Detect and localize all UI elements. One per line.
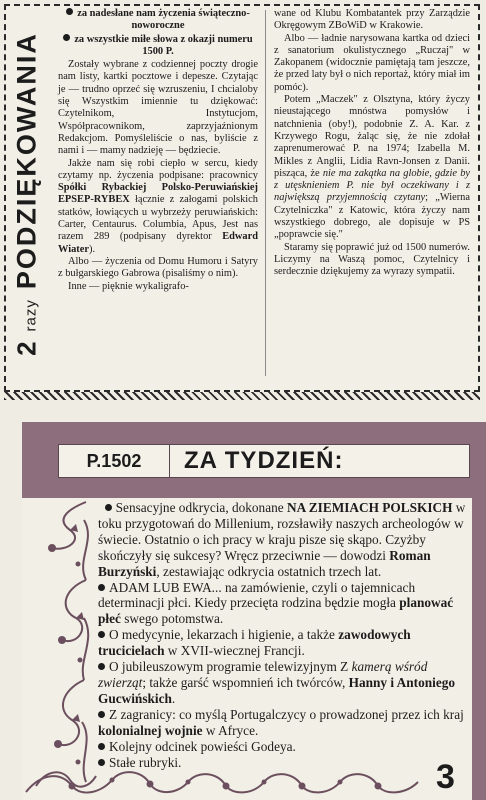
list-item: Sensacyjne odkrycia, dokonane NA ZIEMIACH POLSKICH w toku przygotowań do Millenium, rozsławiły naszych archeologów w świecie. Ostatnio o ich pracy w kraju pisze się skąpo. Czyżby skończyły się sukcesy? Wręcz przeciwnie — dowodzi Roman Burzyński, zestawiając odkrycia ostatnich trzech lat. — [98, 500, 466, 579]
bullet-icon — [105, 504, 112, 511]
bullet-icon — [98, 759, 105, 766]
heading-small: razy — [22, 299, 40, 332]
bullet-icon — [98, 663, 105, 670]
heading-word: PODZIĘKOWANIA — [11, 32, 42, 290]
heading-number: 2 — [11, 341, 42, 356]
paragraph: Inne — pięknie wykaligrafo- — [68, 280, 189, 292]
bullet-icon — [98, 711, 105, 718]
list-item: O medycynie, lekarzach i higienie, a także zawodowych trucicielach w XVII-wiecznej Francji. — [98, 627, 411, 659]
list-item: Z zagranicy: co myślą Portugalczycy o prowadzonej przez ich kraj kolonialnej wojnie w Afryce. — [98, 706, 464, 738]
paragraph: Staramy się poprawić już od 1500 numerów. Liczymy na Waszą pomoc, Czytelnicy i serdecznie dziękujemy za wyrazy sympatii. — [274, 241, 470, 278]
thanks-bullet: za wszystkie miłe słowa z okazji numeru 1500 P. — [58, 34, 258, 59]
paragraph: Zostały wybrane z codziennej poczty drogie nam listy, kartki pocztowe i depesze. Czytając je — trudno oprzeć się wzruszeniu, I chcialoby się Wszystkim imiennie tu dziękować: Czytelnikom, Instytucjom, Współpracownikom, zaprzyjaźnionym Redakcjom. Pomyśleliście o nas, byliście z nami i — mamy nadzieję — będziecie. — [58, 59, 258, 157]
thanks-left-column — [58, 8, 258, 293]
thanks-bullet: za nadesłane nam życzenia świąteczno-noworoczne — [58, 8, 258, 33]
paragraph: wane od Klubu Kombatantek przy Zarządzie Okręgowym ZBoWiD w Krakowie. — [274, 8, 470, 32]
bullet-icon — [98, 584, 105, 591]
paragraph: Potem „Maczek" z Olsztyna, który życzy nieustającego mnóstwa pomysłów i natchnienia (oby!), podobnie Z. A. Kar. z Krzywego Rogu, żaląc się, że nie zdołał zaprenumerować P. na 1974; Izabella M. Mikles z Anglii, Lidia Ravn-Jonsen z Danii. pisząca, że nie ma zakątka na globie, gdzie by z utęsknieniem P. nie był oczekiwany i z największą przyjemnością czytany; „Wierna Czytelniczka" z Katowic, która życzy nam wszystkiego dobrego, ale dopisuje w PS „poprawcie się." — [274, 94, 471, 241]
bullet-icon — [66, 8, 73, 15]
bullet-icon — [98, 631, 105, 638]
list-item: Stałe rubryki. — [98, 755, 468, 771]
list-item: Kolejny odcinek powieści Godeya. — [98, 739, 468, 755]
paragraph: Jakże nam się robi ciepło w sercu, kiedy czytamy np. życzenia podpisane: pracownicy Spółki Rybackiej Polsko-Peruwiańskiej EPSEP-RYBEX łącznie z załogami polskich statków, łowiących u wybrzeży peruwiańskich: Carter, Centaurus. Columbia, Apus, Jest nas razem 289 (podpisany dyrektor Edward Wiater). — [58, 157, 258, 255]
issue-label: P.1502 — [58, 444, 170, 478]
list-item: ADAM LUB EWA... na zamówienie, czyli o tajemnicach determinacji płci. Kiedy przecięta rodzina będzie mogła planować płeć swego potomstwa. — [98, 579, 454, 627]
right-bar — [472, 498, 486, 800]
page-number: 3 — [436, 758, 455, 796]
paragraph: Albo — ładnie narysowana kartka od dzieci z sanatorium okulistycznego „Ruczaj" w Zakopanem (widocznie pamiętają tam jeszcze, że przed laty był o nich reportaż, który miał im pomóc). — [274, 32, 470, 93]
column-divider — [265, 10, 266, 376]
section-title: ZA TYDZIEŃ: — [170, 444, 470, 478]
next-week-list — [98, 500, 468, 770]
bullet-icon — [98, 743, 105, 750]
bullet-icon — [63, 34, 70, 41]
list-item: O jubileuszowym programie telewizyjnym Z kamerą wśród zwierząt; także garść wspomnień ich twórców, Hanny i Antoniego Gucwińskich. — [98, 659, 456, 706]
thanks-right-column — [274, 8, 470, 279]
paragraph: Albo — życzenia od Domu Humoru i Satyry z bułgarskiego Gabrowa (pisaliśmy o nim). — [58, 255, 258, 280]
vertical-heading — [8, 8, 46, 380]
